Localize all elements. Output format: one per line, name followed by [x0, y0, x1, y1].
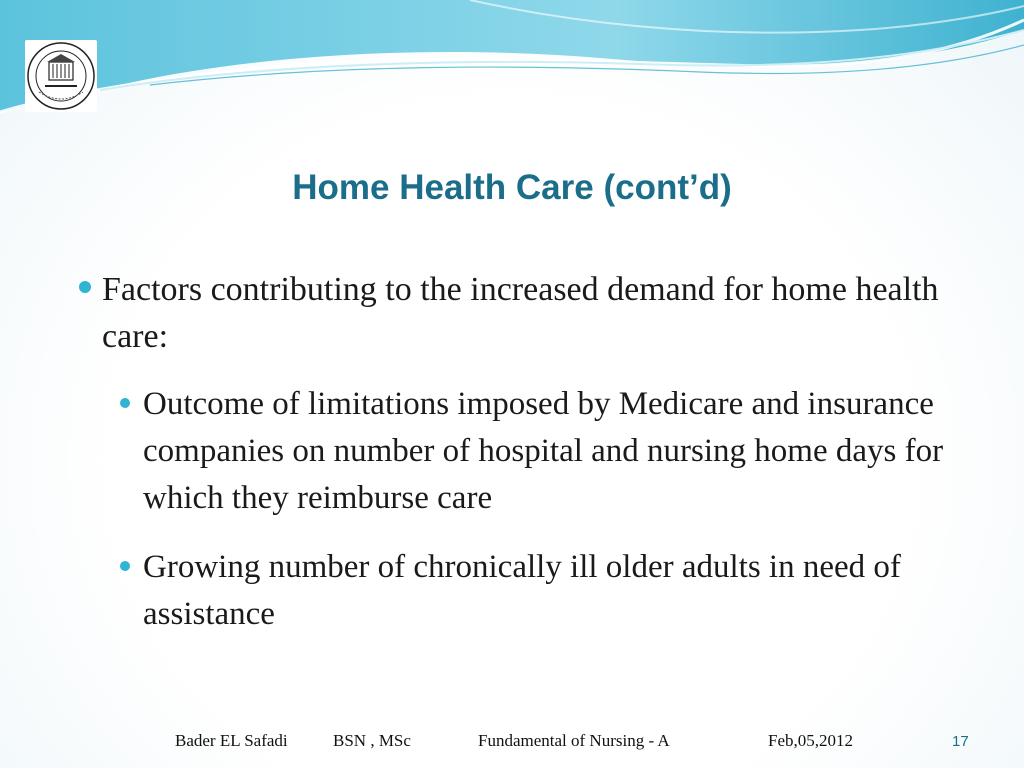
footer-author: Bader EL Safadi: [175, 731, 288, 750]
university-seal-icon: [25, 40, 97, 112]
sub-bullet-text: Growing number of chronically ill older adults in need of assistance: [143, 549, 901, 632]
header-wave-decoration: [0, 0, 1024, 120]
slide-title: Home Health Care (cont’d): [292, 168, 732, 207]
footer-date: Feb,05,2012: [768, 731, 853, 750]
footer-degrees: BSN , MSc: [333, 731, 411, 750]
sub-bullet-text: Outcome of limitations imposed by Medicare and insurance companies on number of hospital and nursing home days for which they reimburse care: [143, 386, 944, 516]
sub-bullet-dot-icon: [120, 561, 130, 571]
page-number: 17: [952, 733, 969, 750]
bullet-dot-icon: [79, 281, 91, 293]
bullet-text: Factors contributing to the increased demand for home health care:: [102, 271, 939, 355]
footer-course: Fundamental of Nursing - A: [478, 731, 670, 750]
sub-bullet-dot-icon: [120, 398, 130, 408]
